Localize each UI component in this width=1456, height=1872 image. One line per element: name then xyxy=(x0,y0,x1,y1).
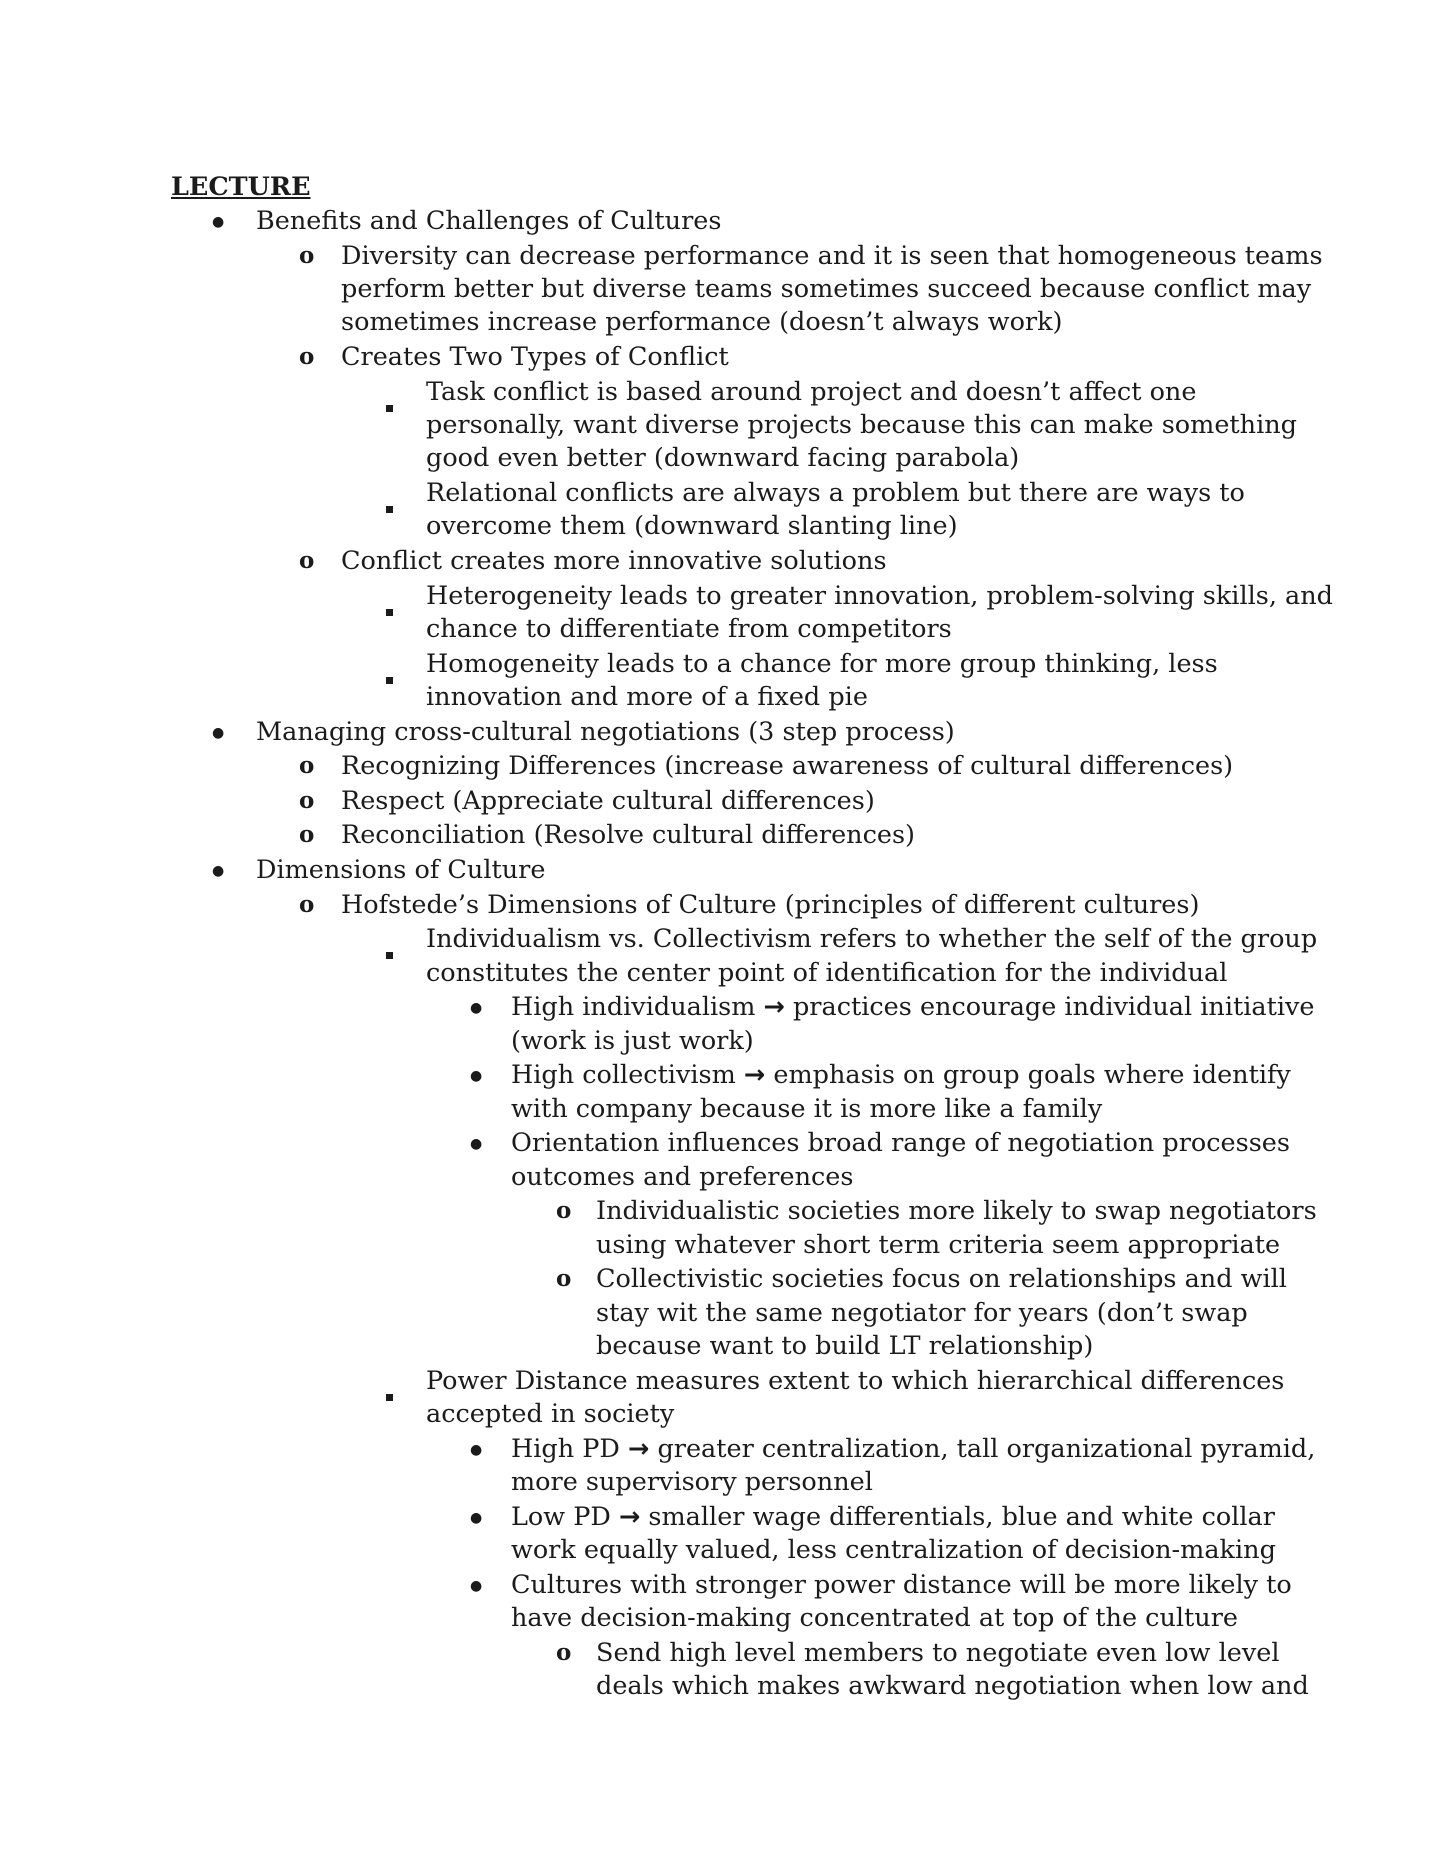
list-item-line: Low PD → smaller wage differentials, blue and white collar xyxy=(511,1501,1275,1532)
list-item-line: stay wit the same negotiator for years (don’t swap xyxy=(596,1297,1248,1328)
bullet-dot-icon: ● xyxy=(212,863,225,879)
bullet-circle-icon: o xyxy=(556,1638,572,1666)
bullet-square-icon xyxy=(386,592,393,625)
list-item-line: High individualism → practices encourage individual initiative xyxy=(511,992,1315,1023)
list-item-line: sometimes increase performance (doesn’t always work) xyxy=(341,307,1063,338)
list-item-line: Individualistic societies more likely to swap negotiators xyxy=(596,1196,1317,1227)
list-item-line: Creates Two Types of Conflict xyxy=(341,342,729,372)
list-item-line: Benefits and Challenges of Cultures xyxy=(256,206,722,236)
list-item-line: with company because it is more like a family xyxy=(511,1093,1103,1124)
list-item-line: because want to build LT relationship) xyxy=(596,1331,1094,1361)
list-item-line: Diversity can decrease performance and it is seen that homogeneous teams xyxy=(341,240,1323,271)
list-item-line: Send high level members to negotiate even low level xyxy=(596,1637,1280,1668)
bullet-dot-icon: ● xyxy=(470,1441,483,1458)
bullet-dot-icon: ● xyxy=(470,1068,483,1085)
bullet-circle-icon: o xyxy=(556,1265,572,1293)
arrow-right-icon: → xyxy=(763,992,785,1023)
arrow-right-icon: → xyxy=(618,1501,641,1532)
list-item-line: overcome them (downward slanting line) xyxy=(426,511,958,542)
bullet-square-icon xyxy=(386,1377,393,1410)
list-item-line: High PD → greater centralization, tall organizational pyramid, xyxy=(511,1433,1316,1464)
bullet-dot-icon: ● xyxy=(470,1000,483,1017)
arrow-right-icon: → xyxy=(627,1433,650,1464)
list-item-line: work equally valued, less centralization of decision-making xyxy=(511,1535,1276,1565)
list-item-line: perform better but diverse teams sometimes succeed because conflict may xyxy=(341,274,1312,304)
arrow-right-icon: → xyxy=(743,1060,766,1091)
list-item-line: Managing cross-cultural negotiations (3 step process) xyxy=(256,716,955,747)
list-item-line: Recognizing Differences (increase awareness of cultural differences) xyxy=(341,751,1234,782)
bullet-dot-icon: ● xyxy=(212,724,225,741)
list-item-line: Task conflict is based around project and doesn’t affect one xyxy=(426,376,1197,407)
list-item-line: Heterogeneity leads to greater innovation, problem-solving skills, and xyxy=(426,580,1334,611)
bullet-circle-icon: o xyxy=(299,547,315,574)
list-item-line: High collectivism → emphasis on group goals where identify xyxy=(511,1060,1291,1091)
bullet-dot-icon: ● xyxy=(470,1577,483,1594)
bullet-circle-icon: o xyxy=(299,890,315,918)
bullet-square-icon xyxy=(386,660,393,693)
list-item-line: Hofstede’s Dimensions of Culture (principles of different cultures) xyxy=(341,889,1200,920)
bullet-circle-icon: o xyxy=(299,752,315,780)
list-item-line: Relational conflicts are always a problem but there are ways to xyxy=(426,478,1245,508)
list-item-line: accepted in society xyxy=(426,1399,675,1429)
list-item-line: Individualism vs. Collectivism refers to whether the self of the group xyxy=(426,924,1318,955)
list-item-line: more supervisory personnel xyxy=(511,1467,873,1497)
bullet-dot-icon: ● xyxy=(470,1509,483,1526)
list-item-line: outcomes and preferences xyxy=(511,1161,854,1192)
bullet-square-icon xyxy=(386,489,393,522)
list-item-line: Homogeneity leads to a chance for more group thinking, less xyxy=(426,648,1218,679)
list-item-line: Conflict creates more innovative solutions xyxy=(341,546,887,576)
bullet-circle-icon: o xyxy=(299,343,315,370)
page-heading: LECTURE xyxy=(171,172,311,202)
bullet-circle-icon: o xyxy=(299,241,315,269)
bullet-dot-icon: ● xyxy=(212,214,225,230)
list-item-line: constitutes the center point of identification for the individual xyxy=(426,957,1228,988)
list-item-line: chance to differentiate from competitors xyxy=(426,614,952,644)
bullet-circle-icon: o xyxy=(299,821,315,849)
bullet-circle-icon: o xyxy=(556,1197,572,1225)
list-item-line: deals which makes awkward negotiation when low and xyxy=(596,1671,1309,1701)
list-item-line: Orientation influences broad range of negotiation processes xyxy=(511,1128,1290,1159)
list-item-line: innovation and more of a fixed pie xyxy=(426,682,868,712)
list-item-line: have decision-making concentrated at top of the culture xyxy=(511,1603,1238,1633)
list-item-line: good even better (downward facing parabola) xyxy=(426,443,1020,474)
list-item-line: Cultures with stronger power distance will be more likely to xyxy=(511,1569,1292,1600)
list-item-line: Dimensions of Culture xyxy=(256,855,546,885)
list-item-line: personally, want diverse projects because this can make something xyxy=(426,410,1297,440)
bullet-dot-icon: ● xyxy=(470,1136,483,1153)
list-item-line: Reconciliation (Resolve cultural differences) xyxy=(341,820,915,851)
list-item-line: Collectivistic societies focus on relationships and will xyxy=(596,1264,1287,1295)
list-item-line: (work is just work) xyxy=(511,1025,754,1056)
list-item-line: using whatever short term criteria seem appropriate xyxy=(596,1229,1281,1260)
list-item-line: Power Distance measures extent to which hierarchical differences xyxy=(426,1365,1285,1396)
bullet-square-icon xyxy=(386,935,393,968)
bullet-circle-icon: o xyxy=(299,786,315,814)
list-item-line: Respect (Appreciate cultural differences) xyxy=(341,785,875,816)
bullet-square-icon xyxy=(386,388,393,421)
